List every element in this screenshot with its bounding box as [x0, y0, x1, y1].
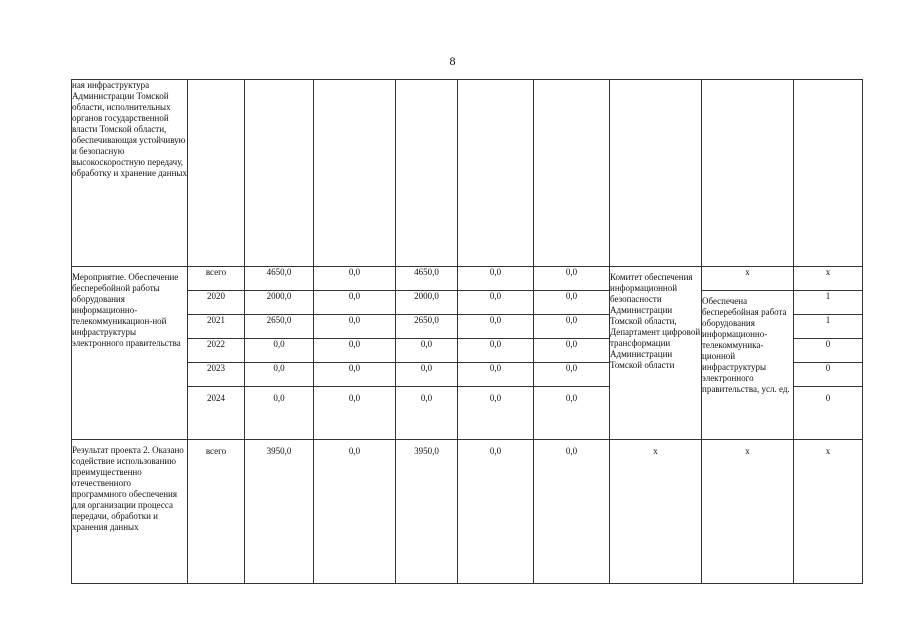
value-cell: 0: [794, 363, 863, 387]
value-cell: 0: [794, 387, 863, 440]
empty-cell: [702, 80, 794, 267]
regional-cell: 3950,0: [396, 440, 458, 584]
continued-row: [72, 80, 863, 267]
empty-cell: [396, 80, 458, 267]
program-table: [71, 79, 863, 584]
federal-cell: 0,0: [314, 315, 396, 339]
regional-cell: 0,0: [396, 363, 458, 387]
empty-cell: [245, 80, 314, 267]
value-cell: x: [794, 440, 863, 584]
local-cell: 0,0: [458, 363, 534, 387]
empty-cell: [314, 80, 396, 267]
value-cell: 1: [794, 315, 863, 339]
empty-cell: [188, 80, 245, 267]
regional-cell: 4650,0: [396, 267, 458, 291]
result-name: Результат проекта 2. Оказано содействие использованию преимущественно отечественного программного обеспечения для организации процесса передачи, обработки и хранения данных: [72, 440, 188, 584]
federal-cell: 0,0: [314, 387, 396, 440]
empty-cell: [534, 80, 610, 267]
year-cell: всего: [188, 267, 245, 291]
federal-cell: 0,0: [314, 363, 396, 387]
value-cell: 1: [794, 291, 863, 315]
regional-cell: 2650,0: [396, 315, 458, 339]
measure-row-2020: [72, 291, 863, 315]
local-cell: 0,0: [458, 315, 534, 339]
total-cell: 0,0: [245, 363, 314, 387]
indicator-total-cell: x: [702, 267, 794, 291]
other-cell: 0,0: [534, 363, 610, 387]
local-cell: 0,0: [458, 339, 534, 363]
year-cell: 2020: [188, 291, 245, 315]
regional-cell: 2000,0: [396, 291, 458, 315]
other-cell: 0,0: [534, 291, 610, 315]
year-cell: 2024: [188, 387, 245, 440]
regional-cell: 0,0: [396, 387, 458, 440]
result-row: [72, 440, 863, 584]
other-cell: 0,0: [534, 387, 610, 440]
empty-cell: [458, 80, 534, 267]
measure-name: Мероприятие. Обеспечение бесперебойной работы оборудования информационно-телекоммуникацион-ной инфраструктуры электронного правительства: [72, 267, 188, 440]
total-cell: 4650,0: [245, 267, 314, 291]
local-cell: 0,0: [458, 267, 534, 291]
page-number: 8: [449, 54, 456, 68]
measure-indicator: Обеспечена бесперебойная работа оборудования информационно-телекоммуника-ционной инфраструктуры электронного правительства, усл. ед.: [702, 291, 794, 440]
total-cell: 2650,0: [245, 315, 314, 339]
other-cell: 0,0: [534, 267, 610, 291]
local-cell: 0,0: [458, 291, 534, 315]
value-cell: 0: [794, 339, 863, 363]
year-cell: 2023: [188, 363, 245, 387]
measure-row-total: [72, 267, 863, 291]
other-cell: 0,0: [534, 440, 610, 584]
federal-cell: 0,0: [314, 440, 396, 584]
empty-cell: [610, 80, 702, 267]
other-cell: 0,0: [534, 339, 610, 363]
value-cell: x: [794, 267, 863, 291]
local-cell: 0,0: [458, 440, 534, 584]
total-cell: 2000,0: [245, 291, 314, 315]
measure-executor: Комитет обеспечения информационной безопасности Администрации Томской области, Департамент цифровой трансформации Администрации Томской области: [610, 267, 702, 440]
continued-text: ная инфраструктура Администрации Томской области, исполнительных органов государственной власти Томской области, обеспечивающая устойчивую и безопасную высокоскоростную передачу, обработку и хранение данных: [72, 80, 188, 267]
total-cell: 0,0: [245, 387, 314, 440]
year-cell: 2021: [188, 315, 245, 339]
indicator-cell: x: [702, 440, 794, 584]
other-cell: 0,0: [534, 315, 610, 339]
federal-cell: 0,0: [314, 291, 396, 315]
year-cell: 2022: [188, 339, 245, 363]
regional-cell: 0,0: [396, 339, 458, 363]
federal-cell: 0,0: [314, 339, 396, 363]
empty-cell: [794, 80, 863, 267]
executor-cell: x: [610, 440, 702, 584]
local-cell: 0,0: [458, 387, 534, 440]
total-cell: 0,0: [245, 339, 314, 363]
year-cell: всего: [188, 440, 245, 584]
total-cell: 3950,0: [245, 440, 314, 584]
federal-cell: 0,0: [314, 267, 396, 291]
